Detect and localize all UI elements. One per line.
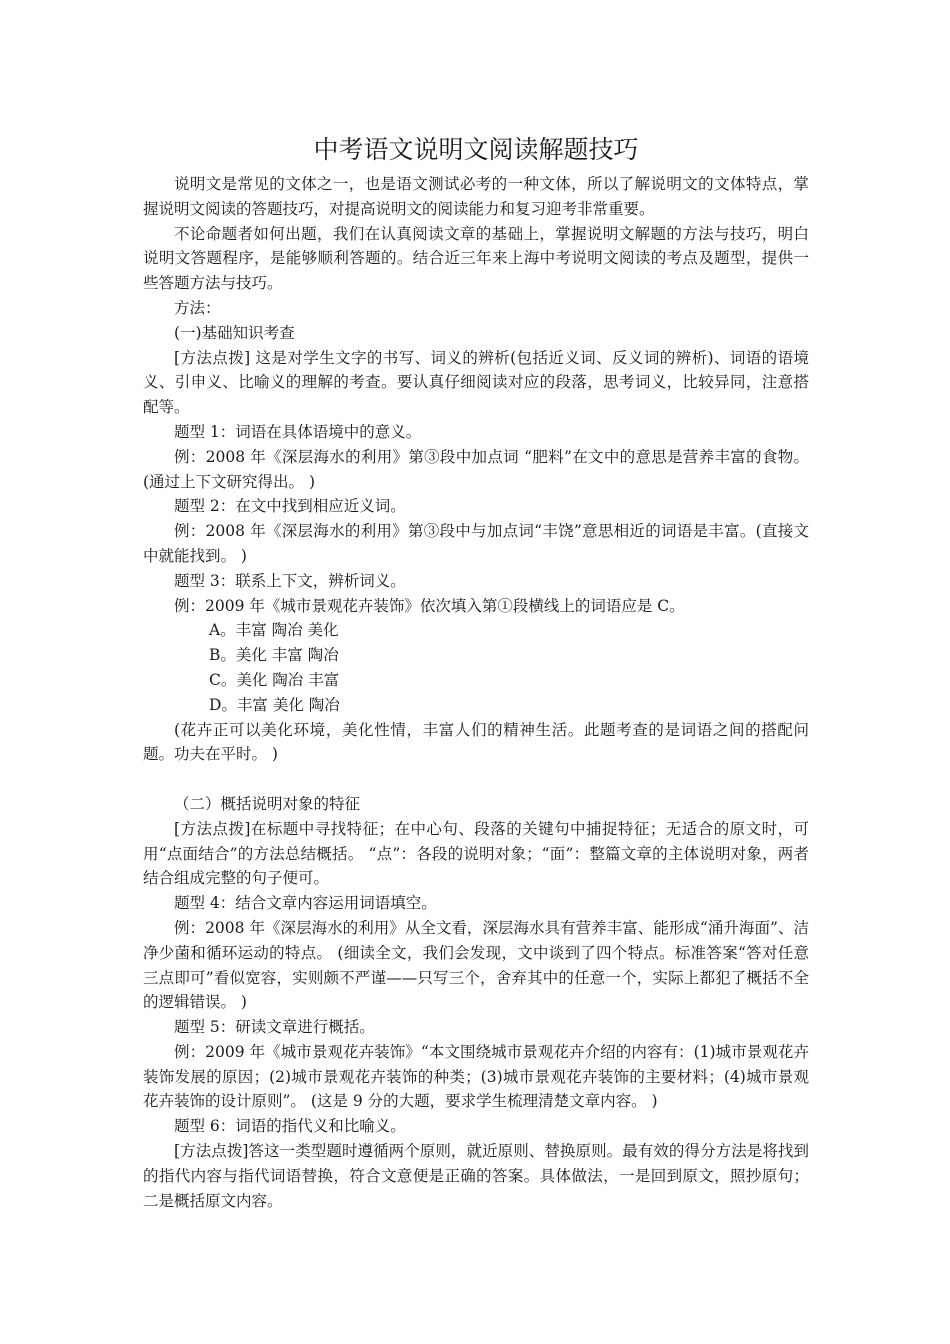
example-5: 例：2009 年《城市景观花卉装饰》“本文围绕城市景观花卉介绍的内容有：(1)城市景观花卉装饰发展的原因；(2)城市景观花卉装饰的种类；(3)城市景观花卉装饰的主要材料；(4)城市景观花卉装饰的设计原则”。 (这是 9 分的大题，要求学生梳理清楚文章内容。 )	[143, 1042, 809, 1111]
paragraph-method-tip-3: [方法点拨]答这一类型题时遵循两个原则，就近原则、替换原则。最有效的得分方法是将找到的指代内容与指代词语替换，符合文意便是正确的答案。具体做法，一是回到原文，照抄原句；二是概括原文内容。	[143, 1142, 809, 1210]
paragraph-method-tip-1: [方法点拨] 这是对学生文字的书写、词义的辨析(包括近义词、反义词的辨析)、词语的语境义、引申义、比喻义的理解的考查。要认真仔细阅读对应的段落，思考词义，比较异同，注意搭配等。	[143, 348, 809, 417]
paragraph-intro-2: 不论命题者如何出题，我们在认真阅读文章的基础上，掌握说明文解题的方法与技巧，明白说明文答题程序，是能够顺利答题的。结合近三年来上海中考说明文阅读的考点及题型，提供一些答题方法与技巧。	[143, 224, 809, 293]
paragraph-intro-1: 说明文是常见的文体之一，也是语文测试必考的一种文体，所以了解说明文的文体特点，掌握说明文阅读的答题技巧，对提高说明文的阅读能力和复习迎考非常重要。	[143, 175, 809, 218]
example-2: 例：2008 年《深层海水的利用》第③段中与加点词“丰饶”意思相近的词语是丰富。(直接文中就能找到。 )	[143, 522, 809, 565]
option-c: C。美化 陶冶 丰富	[209, 670, 340, 689]
example-3: 例：2009 年《城市景观花卉装饰》依次填入第①段横线上的词语应是 C。	[174, 596, 685, 615]
question-type-2: 题型 2：在文中找到相应近义词。	[174, 497, 406, 516]
question-type-3: 题型 3：联系上下文，辨析词义。	[174, 571, 406, 590]
paragraph-method-tip-2: [方法点拨]在标题中寻找特征；在中心句、段落的关键句中捕捉特征；无适合的原文时，可用“点面结合”的方法总结概括。 “点”：各段的说明对象；“面”：整篇文章的主体说明对象，两者结合组成完整的句子便可。	[143, 819, 809, 888]
question-type-5: 题型 5：研读文章进行概括。	[174, 1018, 375, 1037]
option-b: B。美化 丰富 陶冶	[209, 646, 339, 665]
section-heading-1: (一)基础知识考查	[174, 323, 295, 342]
blank-line	[143, 767, 809, 792]
document-title: 中考语文说明文阅读解题技巧	[313, 135, 639, 164]
question-type-1: 题型 1：词语在具体语境中的意义。	[174, 422, 422, 441]
document-page	[143, 130, 809, 1213]
question-type-6: 题型 6：词语的指代义和比喻义。	[174, 1117, 406, 1136]
option-a: A。丰富 陶冶 美化	[209, 621, 339, 640]
section-heading-2: （二）概括说明对象的特征	[174, 794, 361, 813]
option-d: D。丰富 美化 陶冶	[209, 695, 340, 714]
example-3-note: (花卉正可以美化环境，美化性情，丰富人们的精神生活。此题考查的是词语之间的搭配问题。功夫在平时。 )	[143, 720, 809, 764]
question-type-4: 题型 4：结合文章内容运用词语填空。	[174, 894, 437, 913]
paragraph-method-heading: 方法：	[174, 298, 221, 317]
example-1: 例：2008 年《深层海水的利用》第③段中加点词 “肥料”在文中的意思是营养丰富的食物。 (通过上下文研究得出。 )	[143, 447, 809, 491]
example-4: 例：2008 年《深层海水的利用》从全文看，深层海水具有营养丰富、能形成“涌升海面”、洁净少菌和循环运动的特点。 (细读全文，我们会发现，文中谈到了四个特点。标准答案“答对任意三点即可”看似宽容，实则颇不严谨——只写三个，舍弃其中的任意一个，实际上都犯了概括不全的逻辑错误。 )	[143, 918, 809, 1012]
